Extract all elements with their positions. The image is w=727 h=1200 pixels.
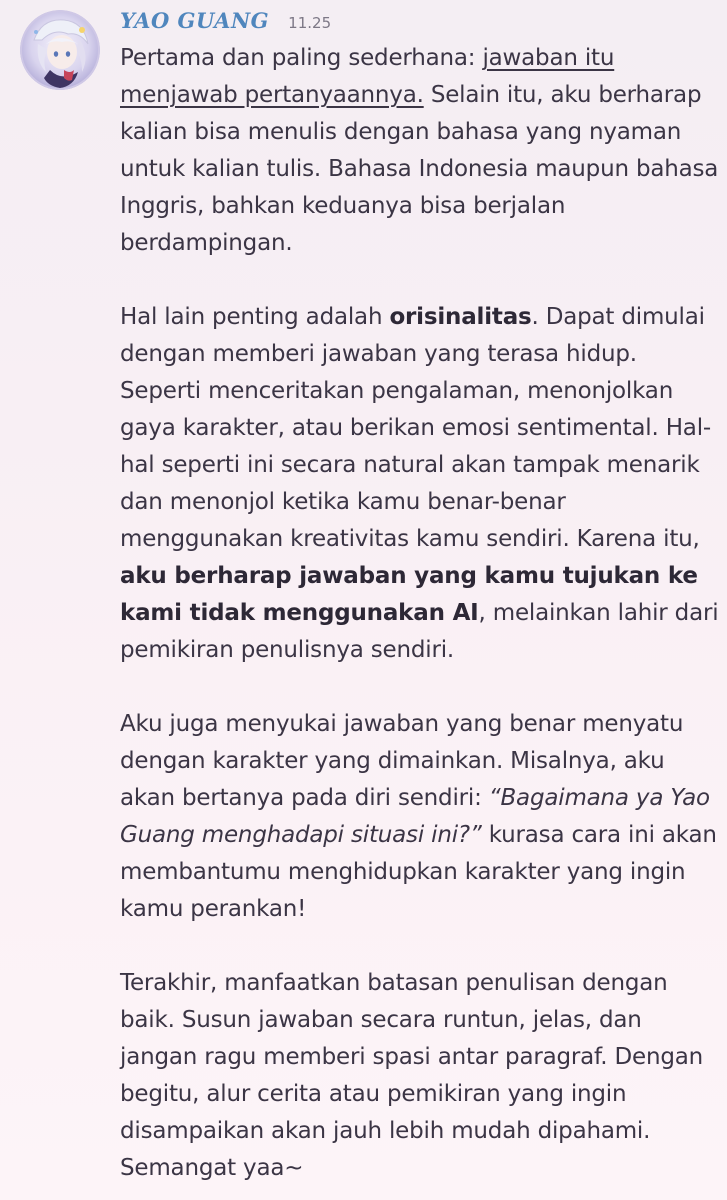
avatar[interactable] xyxy=(20,10,100,90)
paragraph-3-tail: kurasa cara ini akan membantumu menghidupkan karakter yang ingin kamu perankan! xyxy=(120,822,717,922)
underlined-phrase: jawaban itu menjawab pertanyaannya. xyxy=(120,45,615,108)
paragraph-2-lead: Hal lain penting adalah xyxy=(120,304,390,330)
message-header xyxy=(120,8,331,38)
character-avatar-icon xyxy=(20,10,100,90)
timestamp: 11.25 xyxy=(288,14,332,32)
paragraph-1-lead: Pertama dan paling sederhana: xyxy=(120,45,483,71)
bold-orisinalitas: orisinalitas xyxy=(389,304,532,330)
paragraph-4 xyxy=(120,965,720,1187)
author-name[interactable]: YAO GUANG xyxy=(120,8,270,33)
paragraph-2-mid: . Dapat dimulai dengan memberi jawaban yang terasa hidup. Seperti menceritakan pengalaman, menonjolkan gaya karakter, atau berikan emosi sentimental. Hal-hal seperti ini secara natural akan tampak menarik dan menonjol ketika kamu benar-benar menggunakan kreativitas kamu sendiri. Karena itu, xyxy=(120,304,711,552)
paragraph-4-text: Terakhir, manfaatkan batasan penulisan dengan baik. Susun jawaban secara runtun, jelas, dan jangan ragu memberi spasi antar paragraf. Dengan begitu, alur cerita atau pemikiran yang ingin disampaikan akan jauh lebih mudah dipahami. Semangat yaa~ xyxy=(120,970,704,1181)
message-body xyxy=(120,40,720,1187)
paragraph-1-tail: Selain itu, aku berharap kalian bisa menulis dengan bahasa yang nyaman untuk kalian tulis. Bahasa Indonesia maupun bahasa Inggris, bahkan keduanya bisa berjalan berdampingan. xyxy=(120,82,719,256)
italic-quote: “Bagaimana ya Yao Guang menghadapi situasi ini?” xyxy=(120,785,710,848)
paragraph-3 xyxy=(120,706,720,928)
paragraph-2-tail: , melainkan lahir dari pemikiran penulisnya sendiri. xyxy=(120,600,719,663)
paragraph-1 xyxy=(120,40,720,262)
paragraph-2 xyxy=(120,299,720,669)
bold-no-ai-statement: aku berharap jawaban yang kamu tujukan ke kami tidak menggunakan AI xyxy=(120,563,698,626)
paragraph-3-lead: Aku juga menyukai jawaban yang benar menyatu dengan karakter yang dimainkan. Misalnya, aku akan bertanya pada diri sendiri: xyxy=(120,711,684,811)
